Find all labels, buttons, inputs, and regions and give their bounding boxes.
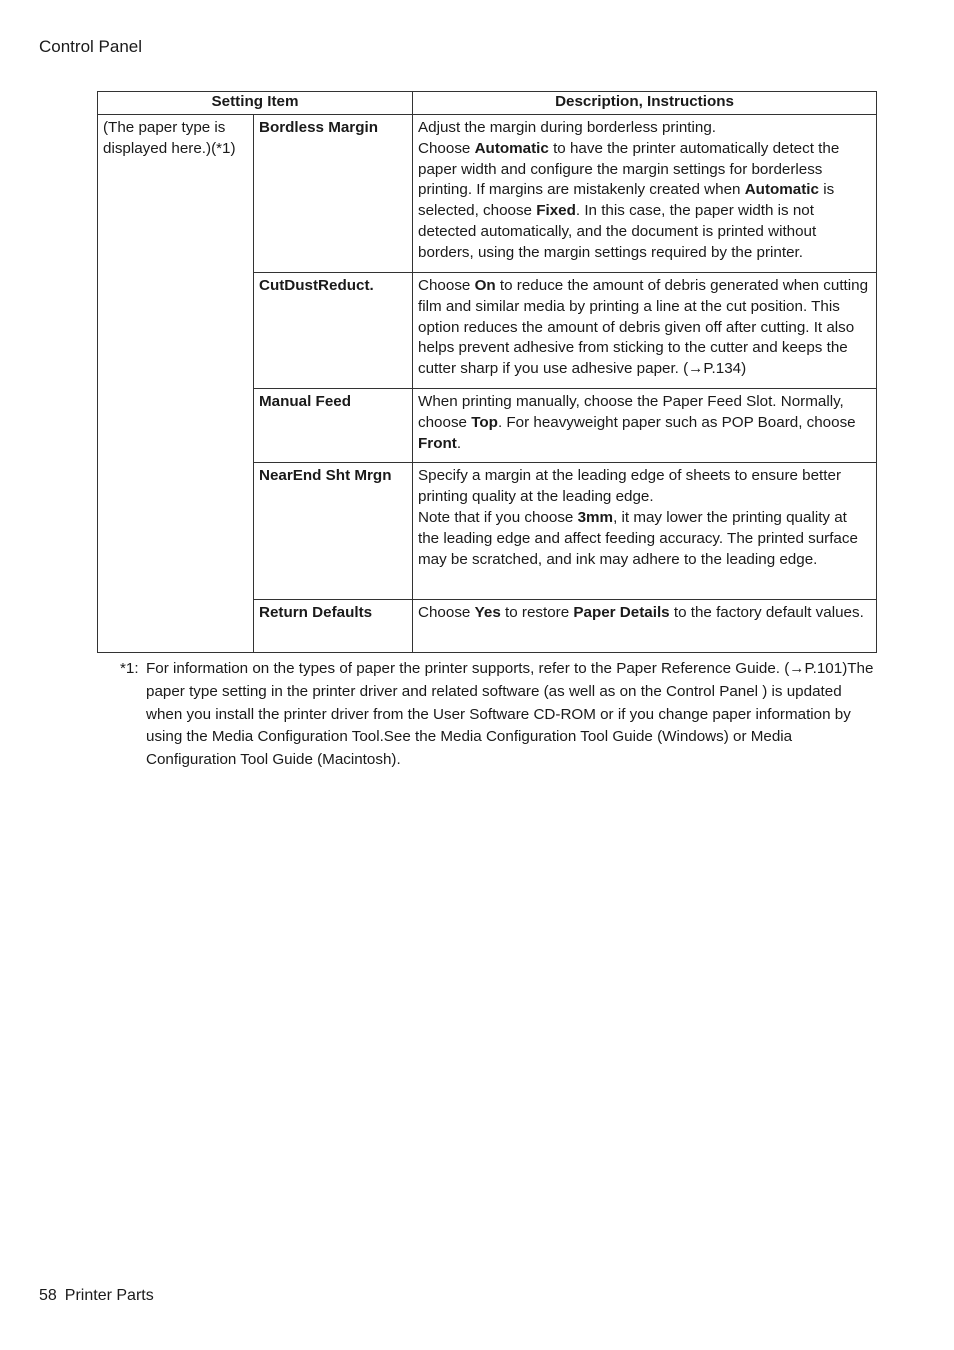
setting-item-description [413, 115, 877, 273]
description-text: to reduce the amount of debris generated when cutting film and similar media by printing a line at the cut position. This option reduces the amount of debris given off after cutting. It also helps prevent adhesive from sticking to the cutter and keeps the cutter sharp if you use adhesive paper. (→P.134) [418, 277, 869, 378]
description-text: to restore [500, 604, 574, 622]
page-footer [39, 1287, 154, 1305]
description-text: to the factory default values. [669, 604, 864, 622]
description-emphasis: Automatic [744, 181, 819, 199]
footnote-text: For information on the types of paper the printer supports, refer to the Paper Reference Guide. (→P.101)The paper type setting in the printer driver and related software (as well as on the Control Panel ) is updated when you install the printer driver from the User Software CD-ROM or if you change paper information by using the Media Configuration Tool.See the Media Configuration Tool Guide (Windows) or Media Configuration Tool Guide (Macintosh). [146, 660, 874, 769]
description-text: . [456, 434, 462, 452]
page-header-title: Control Panel [39, 37, 143, 56]
description-text: Choose [418, 139, 475, 157]
description-emphasis: 3mm [577, 508, 614, 526]
description-text: When printing manually, choose the Paper Feed Slot. Normally, choose [418, 393, 844, 431]
description-text: . In this case, the paper width is not detected automatically, and the document is printed without borders, using the margin settings required by the printer. [418, 202, 817, 261]
setting-item-description [413, 273, 877, 389]
table-row [98, 115, 877, 273]
description-emphasis: Top [471, 413, 498, 431]
setting-item-name: CutDustReduct. [254, 273, 413, 389]
description-emphasis: Paper Details [573, 604, 670, 622]
setting-item-description [413, 600, 877, 653]
description-text: Specify a margin at the leading edge of sheets to ensure better printing quality at the leading edge. [418, 467, 842, 506]
column-header-setting-item: Setting Item [98, 92, 413, 115]
description-text: , it may lower the printing quality at the leading edge and affect feeding accuracy. The printed surface may be scratched, and ink may adhere to the leading edge. [418, 508, 858, 568]
column-header-description: Description, Instructions [413, 92, 877, 115]
page-number: 58 [39, 1287, 57, 1304]
description-text: to have the printer automatically detect the paper width and configure the margin settings for borderless printing. If margins are mistakenly created when [418, 139, 840, 199]
footer-section: Printer Parts [64, 1287, 154, 1304]
table-header-row [98, 92, 877, 115]
description-text: . For heavyweight paper such as POP Board, choose [497, 413, 856, 431]
setting-item-name: Return Defaults [254, 600, 413, 653]
description-text: Adjust the margin during borderless printing. [418, 119, 717, 136]
description-emphasis: Fixed [536, 202, 576, 220]
paper-type-cell: (The paper type is displayed here.)(*1) [98, 115, 254, 653]
description-text: is selected, choose [418, 181, 835, 220]
description-emphasis: Front [418, 434, 457, 452]
setting-item-name: NearEnd Sht Mrgn [254, 463, 413, 600]
setting-item-name: Bordless Margin [254, 115, 413, 273]
description-emphasis: Automatic [474, 139, 549, 157]
description-text: Note that if you choose [418, 508, 578, 526]
description-emphasis: Yes [474, 604, 501, 622]
setting-item-description [413, 463, 877, 600]
footnote-mark: *1: [120, 660, 139, 677]
description-text: Choose [418, 277, 475, 294]
settings-table [97, 91, 877, 653]
description-text: Choose [418, 604, 475, 622]
setting-item-name: Manual Feed [254, 389, 413, 463]
setting-item-description [413, 389, 877, 463]
footnote [120, 658, 880, 772]
description-emphasis: On [474, 277, 496, 294]
